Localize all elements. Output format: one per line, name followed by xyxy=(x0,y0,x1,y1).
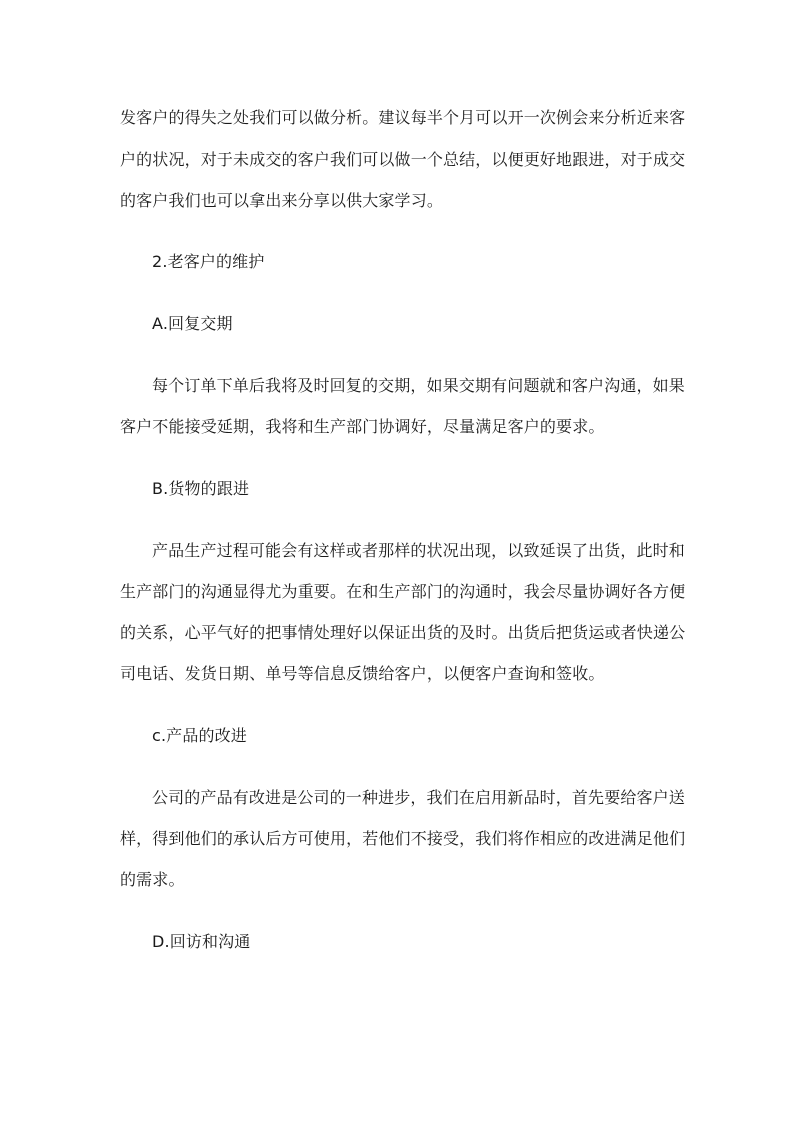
paragraph-line: 每个订单下单后我将及时回复的交期，如果交期有问题就和客户沟通，如果 xyxy=(152,376,685,395)
subsection-heading: c.产品的改进 xyxy=(152,726,247,745)
paragraph-line: 客户不能接受延期，我将和生产部门协调好，尽量满足客户的要求。 xyxy=(120,417,605,436)
paragraph-line: 样，得到他们的承认后方可使用，若他们不接受，我们将作相应的改进满足他们 xyxy=(120,829,686,848)
paragraph-line: 户的状况，对于未成交的客户我们可以做一个总结，以便更好地跟进，对于成交 xyxy=(120,150,686,169)
subsection-heading: B.货物的跟进 xyxy=(152,479,250,498)
paragraph-line: 司电话、发货日期、单号等信息反馈给客户，以便客户查询和签收。 xyxy=(120,664,605,683)
subsection-heading: D.回访和沟通 xyxy=(152,932,251,951)
paragraph-line: 生产部门的沟通显得尤为重要。在和生产部门的沟通时，我会尽量协调好各方便 xyxy=(120,582,686,601)
paragraph-line: 公司的产品有改进是公司的一种进步，我们在启用新品时，首先要给客户送 xyxy=(152,788,685,807)
paragraph-line: 产品生产过程可能会有这样或者那样的状况出现，以致延误了出货，此时和 xyxy=(152,541,685,560)
section-heading: 2.老客户的维护 xyxy=(152,252,265,271)
paragraph-line: 的需求。 xyxy=(120,870,185,889)
paragraph-line: 的关系，心平气好的把事情处理好以保证出货的及时。出货后把货运或者快递公 xyxy=(120,623,686,642)
paragraph-line: 的客户我们也可以拿出来分享以供大家学习。 xyxy=(120,191,444,210)
subsection-heading: A.回复交期 xyxy=(152,314,233,333)
paragraph-line: 发客户的得失之处我们可以做分析。建议每半个月可以开一次例会来分析近来客 xyxy=(120,108,686,127)
